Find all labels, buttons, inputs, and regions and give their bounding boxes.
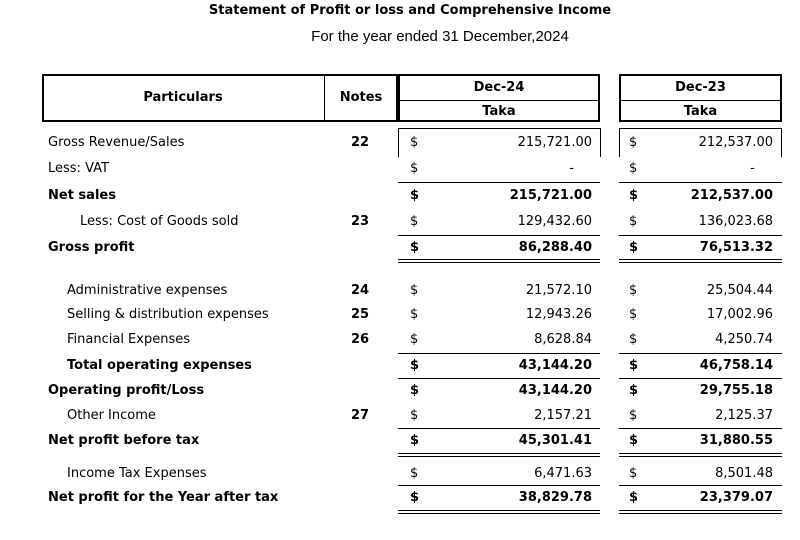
header-dec24-period: Dec-24: [473, 80, 525, 95]
col2-top-border: [619, 128, 782, 129]
table-row: [0, 404, 800, 428]
table-row: [0, 303, 800, 327]
table-row: [0, 354, 800, 378]
currency-symbol: $: [629, 135, 638, 150]
currency-symbol: $: [410, 332, 419, 347]
row-note: 27: [350, 408, 370, 423]
amount-dec24: 215,721.00: [517, 135, 592, 150]
currency-symbol: $: [629, 358, 639, 373]
table-row: [0, 279, 800, 303]
amount-dec24: 12,943.26: [525, 307, 592, 322]
header-notes: Notes: [339, 90, 383, 105]
currency-symbol: $: [410, 240, 420, 255]
amount-dec23: 23,379.07: [699, 490, 773, 505]
row-label: Total operating expenses: [67, 358, 252, 373]
table-row: [0, 210, 800, 234]
row-label: Gross profit: [48, 240, 135, 255]
col2-double-line-final: [619, 510, 782, 514]
amount-dec24: 129,432.60: [517, 214, 592, 229]
amount-dec23: 4,250.74: [715, 332, 773, 347]
table-row: [0, 462, 800, 486]
table-row: [0, 184, 800, 208]
currency-symbol: $: [410, 490, 420, 505]
row-label: Net profit for the Year after tax: [48, 490, 279, 505]
header-divider-dec24: [398, 100, 600, 101]
row-label: Operating profit/Loss: [48, 383, 205, 398]
table-row: [0, 429, 800, 453]
header-dec23-period: Dec-23: [675, 80, 726, 95]
currency-symbol: $: [629, 383, 639, 398]
currency-symbol: $: [629, 332, 638, 347]
row-label: Less: Cost of Goods sold: [80, 214, 239, 229]
currency-symbol: $: [410, 408, 419, 423]
currency-symbol: $: [629, 408, 638, 423]
amount-dec23: 46,758.14: [699, 358, 773, 373]
amount-dec24: 38,829.78: [518, 490, 592, 505]
col1-double-line-final: [398, 510, 600, 514]
currency-symbol: $: [410, 433, 420, 448]
table-row: [0, 157, 800, 181]
row-note: 22: [350, 135, 370, 150]
header-dec23-unit: Taka: [683, 104, 718, 119]
currency-symbol: $: [629, 161, 638, 176]
amount-dec24: 21,572.10: [525, 283, 592, 298]
currency-symbol: $: [410, 383, 420, 398]
amount-dec24: 215,721.00: [509, 188, 592, 203]
currency-symbol: $: [410, 283, 419, 298]
table-row: [0, 379, 800, 403]
currency-symbol: $: [410, 358, 420, 373]
currency-symbol: $: [410, 466, 419, 481]
amount-dec23: 25,504.44: [706, 283, 773, 298]
amount-dec23: 29,755.18: [699, 383, 773, 398]
currency-symbol: $: [629, 283, 638, 298]
header-dec24-unit: Taka: [482, 104, 516, 119]
amount-dec23: 17,002.96: [706, 307, 773, 322]
header-particulars: Particulars: [143, 90, 223, 105]
table-row: [0, 486, 800, 510]
currency-symbol: $: [629, 433, 639, 448]
currency-symbol: $: [629, 307, 638, 322]
amount-dec24: 86,288.40: [518, 240, 592, 255]
row-note: 25: [350, 307, 370, 322]
amount-dec24: 43,144.20: [518, 383, 592, 398]
row-label: Selling & distribution expenses: [67, 307, 269, 322]
row-label: Net sales: [48, 188, 116, 203]
col2-subtotal-line: [619, 182, 782, 183]
amount-dec24: 8,628.84: [534, 332, 592, 347]
table-row: [0, 236, 800, 260]
amount-dec24: -: [569, 161, 574, 176]
col2-double-line-npbt: [619, 453, 782, 457]
amount-dec23: -: [750, 161, 755, 176]
table-row: [0, 328, 800, 352]
amount-dec24: 6,471.63: [534, 466, 592, 481]
currency-symbol: $: [410, 161, 419, 176]
row-label: Financial Expenses: [67, 332, 190, 347]
currency-symbol: $: [410, 188, 420, 203]
statement-subtitle: For the year ended 31 December,2024: [311, 28, 569, 45]
statement-title: Statement of Profit or loss and Comprehensive Income: [208, 3, 612, 18]
currency-symbol: $: [629, 214, 638, 229]
amount-dec23: 8,501.48: [715, 466, 773, 481]
col1-subtotal-line: [398, 182, 600, 183]
amount-dec23: 76,513.32: [699, 240, 773, 255]
header-divider-dec23: [619, 100, 782, 101]
amount-dec23: 136,023.68: [698, 214, 773, 229]
row-label: Income Tax Expenses: [67, 466, 207, 481]
row-label: Net profit before tax: [48, 433, 200, 448]
amount-dec24: 43,144.20: [518, 358, 592, 373]
currency-symbol: $: [410, 135, 419, 150]
currency-symbol: $: [629, 188, 639, 203]
currency-symbol: $: [629, 490, 639, 505]
col1-double-line-npbt: [398, 453, 600, 457]
row-note: 23: [350, 214, 370, 229]
row-note: 24: [350, 283, 370, 298]
currency-symbol: $: [629, 240, 639, 255]
amount-dec23: 212,537.00: [690, 188, 773, 203]
currency-symbol: $: [410, 214, 419, 229]
amount-dec24: 2,157.21: [534, 408, 592, 423]
row-label: Less: VAT: [48, 161, 109, 176]
row-label: Gross Revenue/Sales: [48, 135, 185, 150]
row-note: 26: [350, 332, 370, 347]
table-row: [0, 131, 800, 155]
amount-dec23: 31,880.55: [699, 433, 773, 448]
currency-symbol: $: [629, 466, 638, 481]
row-label: Administrative expenses: [67, 283, 228, 298]
amount-dec23: 212,537.00: [698, 135, 773, 150]
row-label: Other Income: [67, 408, 156, 423]
amount-dec24: 45,301.41: [518, 433, 592, 448]
col1-top-border: [398, 128, 600, 129]
amount-dec23: 2,125.37: [715, 408, 773, 423]
currency-symbol: $: [410, 307, 419, 322]
